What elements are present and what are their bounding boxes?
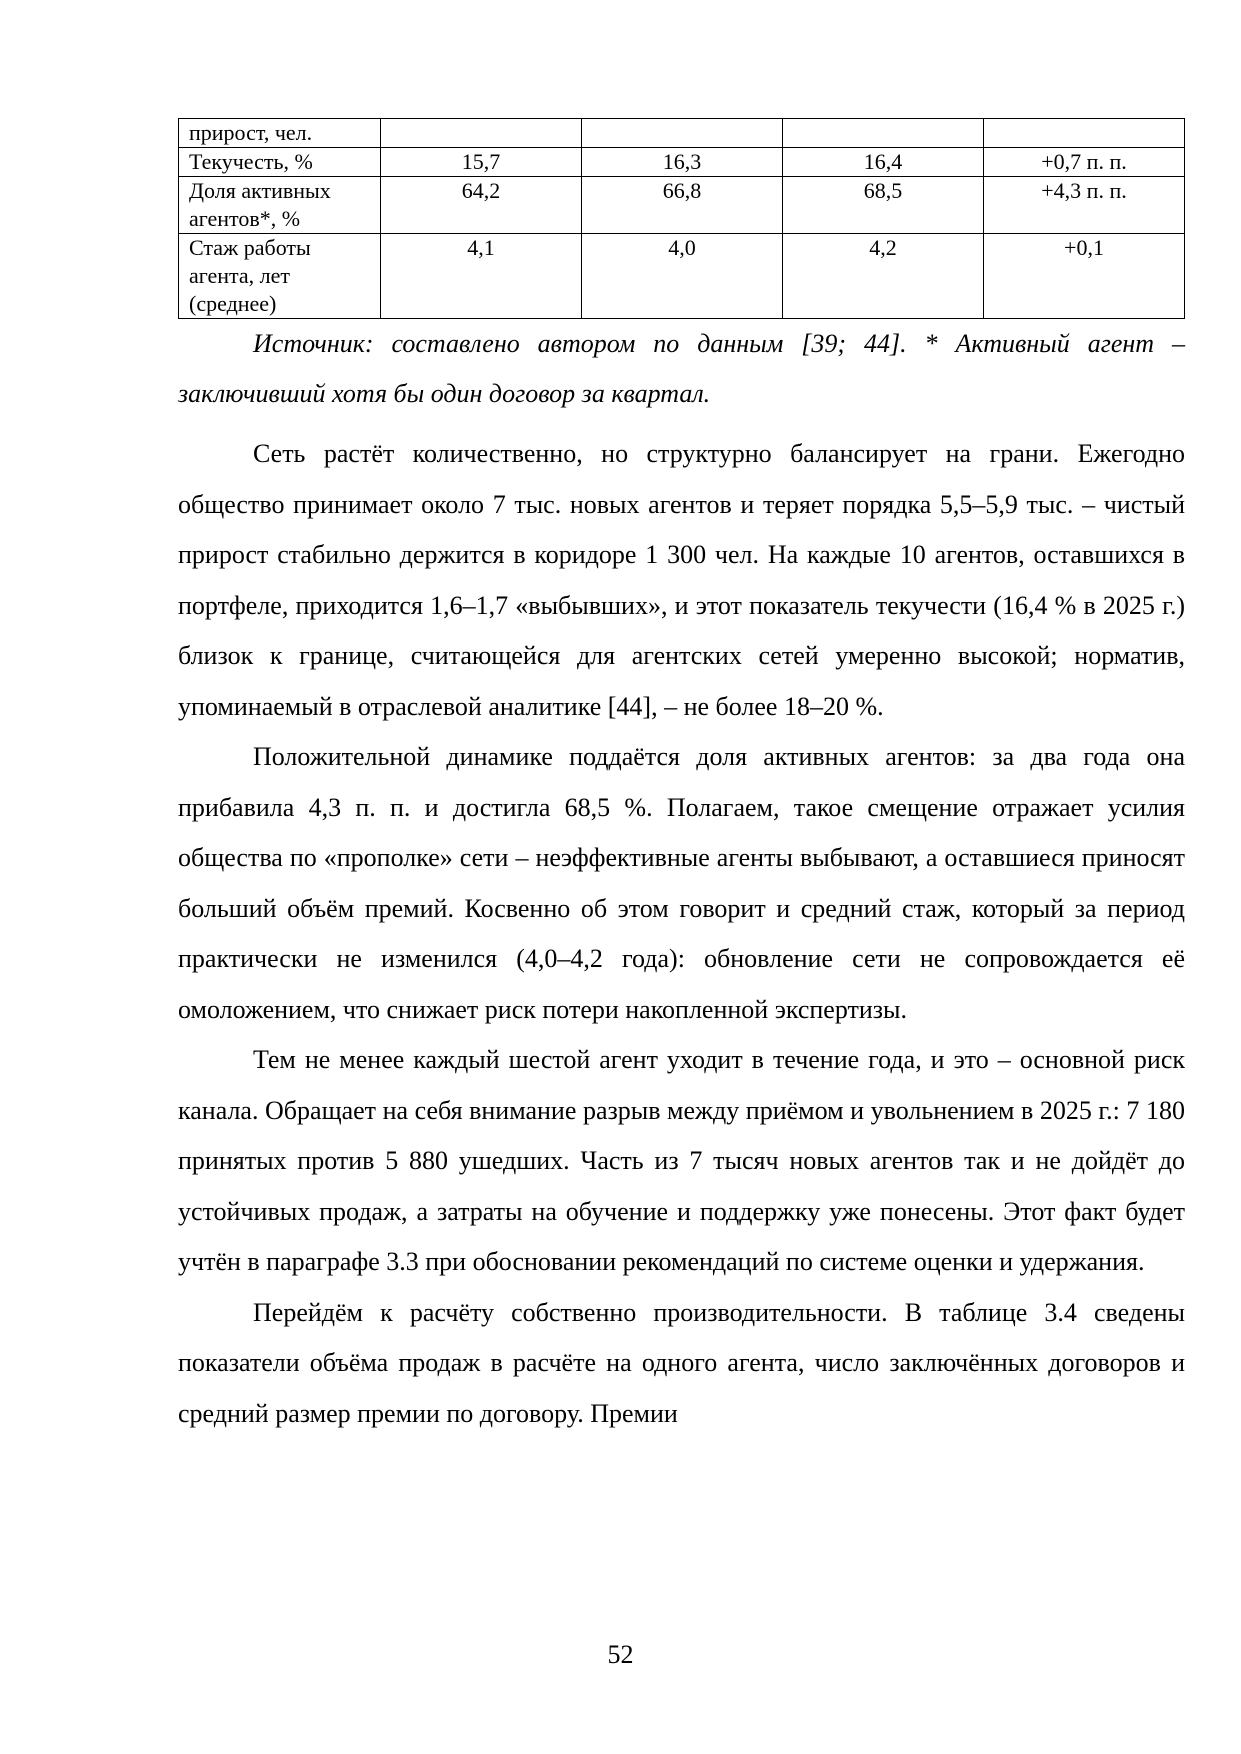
table-cell: +0,1 bbox=[984, 234, 1185, 319]
table-row-label: Текучесть, % bbox=[179, 148, 381, 177]
table-cell bbox=[783, 119, 984, 148]
table-cell: +0,7 п. п. bbox=[984, 148, 1185, 177]
table-row-label: Стаж работы агента, лет (среднее) bbox=[179, 234, 381, 319]
table-cell: 4,1 bbox=[381, 234, 582, 319]
table-cell: 64,2 bbox=[381, 177, 582, 234]
table-source-note: Источник: составлено автором по данным [39; 44]. * Активный агент – заключивший хотя бы один договор за квартал. bbox=[178, 329, 1185, 408]
table-cell: 4,2 bbox=[783, 234, 984, 319]
table-cell bbox=[381, 119, 582, 148]
table-cell: 68,5 bbox=[783, 177, 984, 234]
data-table bbox=[178, 118, 1185, 319]
table-row bbox=[179, 177, 1185, 234]
table-row bbox=[179, 148, 1185, 177]
page-content bbox=[178, 118, 1185, 1439]
body-paragraph: Перейдём к расчёту собственно производительности. В таблице 3.4 сведены показатели объёма продаж в расчёте на одного агента, число заключённых договоров и средний размер премии по договору. Премии bbox=[178, 1297, 1185, 1428]
table-cell: 66,8 bbox=[582, 177, 783, 234]
page-number: 52 bbox=[607, 1640, 634, 1669]
table-cell: 16,3 bbox=[582, 148, 783, 177]
table-cell: +4,3 п. п. bbox=[984, 177, 1185, 234]
table-cell bbox=[984, 119, 1185, 148]
table-row bbox=[179, 119, 1185, 148]
body-paragraph: Сеть растёт количественно, но структурно балансирует на грани. Ежегодно общество принимает около 7 тыс. новых агентов и теряет порядка 5,5–5,9 тыс. – чистый прирост стабильно держится в коридоре 1 300 чел. На каждые 10 агентов, оставшихся в портфеле, приходится 1,6–1,7 «выбывших», и этот показатель текучести (16,4 % в 2025 г.) близок к границе, считающейся для агентских сетей умеренно высокой; норматив, упоминаемый в отраслевой аналитике [44], – не более 18–20 %. bbox=[178, 439, 1185, 721]
table-row bbox=[179, 234, 1185, 319]
table-row-label: прирост, чел. bbox=[179, 119, 381, 148]
table-cell: 15,7 bbox=[381, 148, 582, 177]
table-cell: 4,0 bbox=[582, 234, 783, 319]
table-cell bbox=[582, 119, 783, 148]
table-cell: 16,4 bbox=[783, 148, 984, 177]
table-row-label: Доля активных агентов*, % bbox=[179, 177, 381, 234]
body-paragraph: Тем не менее каждый шестой агент уходит в течение года, и это – основной риск канала. Обращает на себя внимание разрыв между приёмом и увольнением в 2025 г.: 7 180 принятых против 5 880 ушедших. Часть из 7 тысяч новых агентов так и не дойдёт до устойчивых продаж, а затраты на обучение и поддержку уже понесены. Этот факт будет учтён в параграфе 3.3 при обосновании рекомендаций по системе оценки и удержания. bbox=[178, 1045, 1185, 1276]
body-paragraph: Положительной динамике поддаётся доля активных агентов: за два года она прибавила 4,3 п. п. и достигла 68,5 %. Полагаем, такое смещение отражает усилия общества по «прополке» сети – неэффективные агенты выбывают, а оставшиеся приносят больший объём премий. Косвенно об этом говорит и средний стаж, который за период практически не изменился (4,0–4,2 года): обновление сети не сопровождается её омоложением, что снижает риск потери накопленной экспертизы. bbox=[178, 742, 1185, 1024]
